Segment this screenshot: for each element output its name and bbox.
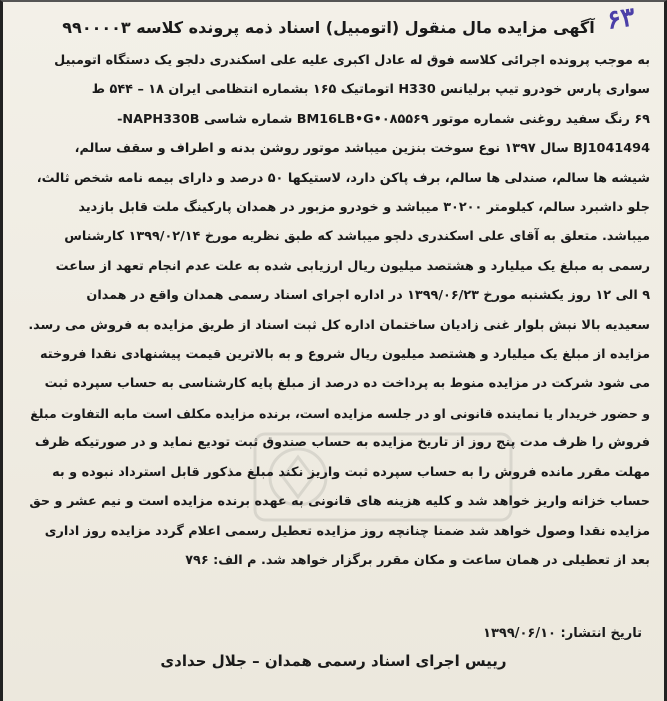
body-line: BJ1041494 سال ۱۳۹۷ نوع سوخت بنزین میباشد موتور روشن بدنه و اطراف و سقف سالم، [74, 141, 650, 157]
body-line: ۹ الی ۱۲ روز یکشنبه مورخ ۱۳۹۹/۰۶/۲۳ در اداره اجرای اسناد رسمی همدان واقع در همدان [86, 288, 650, 304]
handwritten-annotation: ۶۳ [605, 2, 637, 36]
body-line: سواری پارس خودرو تیپ برلیانس H330 اتوماتیک ۱۶۵ بشماره انتظامی ایران ۱۸ – ۵۴۴ ط [91, 82, 650, 98]
body-line: میباشد. متعلق به آقای علی اسکندری دلجو میباشد که طبق نظریه مورخ ۱۳۹۹/۰۲/۱۴ کارشناس [64, 229, 650, 245]
publish-date: تاریخ انتشار: ۱۳۹۹/۰۶/۱۰ [483, 626, 642, 641]
body-line: جلو داشبرد سالم، کیلومتر ۳۰۲۰۰ میباشد و خودرو مزبور در همدان پارکینگ ملت قابل بازدید [78, 200, 650, 216]
body-line: سعیدیه بالا نبش بلوار غنی زادیان ساختمان اداره کل ثبت اسناد از طریق مزایده به فروش می رسد. [28, 317, 650, 333]
body-line: ۶۹ رنگ سفید روغنی شماره موتور BM16LB•G•۰۸۵۵۶۹ شماره شاسی NAPH330B- [117, 111, 650, 127]
body-line: شیشه ها سالم، صندلی ها سالم، برف پاکن دارد، لاستیکها ۵۰ درصد و دارای بیمه نامه شخص ثالث، [36, 170, 650, 186]
body-line: رسمی به مبلغ یک میلیارد و هشتصد میلیون ریال ارزیابی شده به علت عدم انجام تعهد از ساعت [55, 258, 650, 274]
body-line: حساب خزانه واریز خواهد شد و کلیه هزینه های قانونی به عهده برنده مزایده است و نیم عشر و حق [29, 494, 650, 510]
body-line: و حضور خریدار یا نماینده قانونی او در جلسه مزایده است، برنده مزایده مکلف است مابه التفاوت مبلغ [30, 405, 650, 421]
notice-body [17, 46, 650, 575]
body-line: فروش را ظرف مدت پنج روز از تاریخ مزایده به حساب صندوق ثبت تودیع نماید و در صورتیکه ظرف [34, 435, 650, 451]
body-line: می شود شرکت در مزایده منوط به پرداخت ده درصد از مبلغ پایه کارشناسی به حساب سپرده ثبت [44, 376, 650, 392]
body-line: مزایده نقدا وصول خواهد شد ضمنا چنانچه روز مزایده تعطیل رسمی اعلام گردد مزایده روز اداری [44, 523, 650, 539]
notice-title: آگهی مزایده مال منقول (اتومبیل) اسناد ذمه پرونده کلاسه ۹۹۰۰۰۰۳ [62, 18, 595, 37]
body-line: مزایده از مبلغ یک میلیارد و هشتصد میلیون ریال شروع و به بالاترین قیمت پیشنهادی نقدا فروخته [40, 347, 650, 363]
body-line: مهلت مقرر مانده فروش را به حساب سپرده ثبت واریز نکند مبلغ مذکور قابل استرداد نبوده و به [52, 464, 650, 480]
signature-line: رییس اجرای اسناد رسمی همدان – جلال حدادی [160, 652, 507, 670]
body-line: به موجب پرونده اجرائی کلاسه فوق له عادل اکبری علیه علی اسکندری دلجو یک دستگاه اتومبیل [54, 53, 650, 68]
body-line: بعد از تعطیلی در همان ساعت و مکان مقرر برگزار خواهد شد. م الف: ۷۹۶ [185, 552, 650, 568]
